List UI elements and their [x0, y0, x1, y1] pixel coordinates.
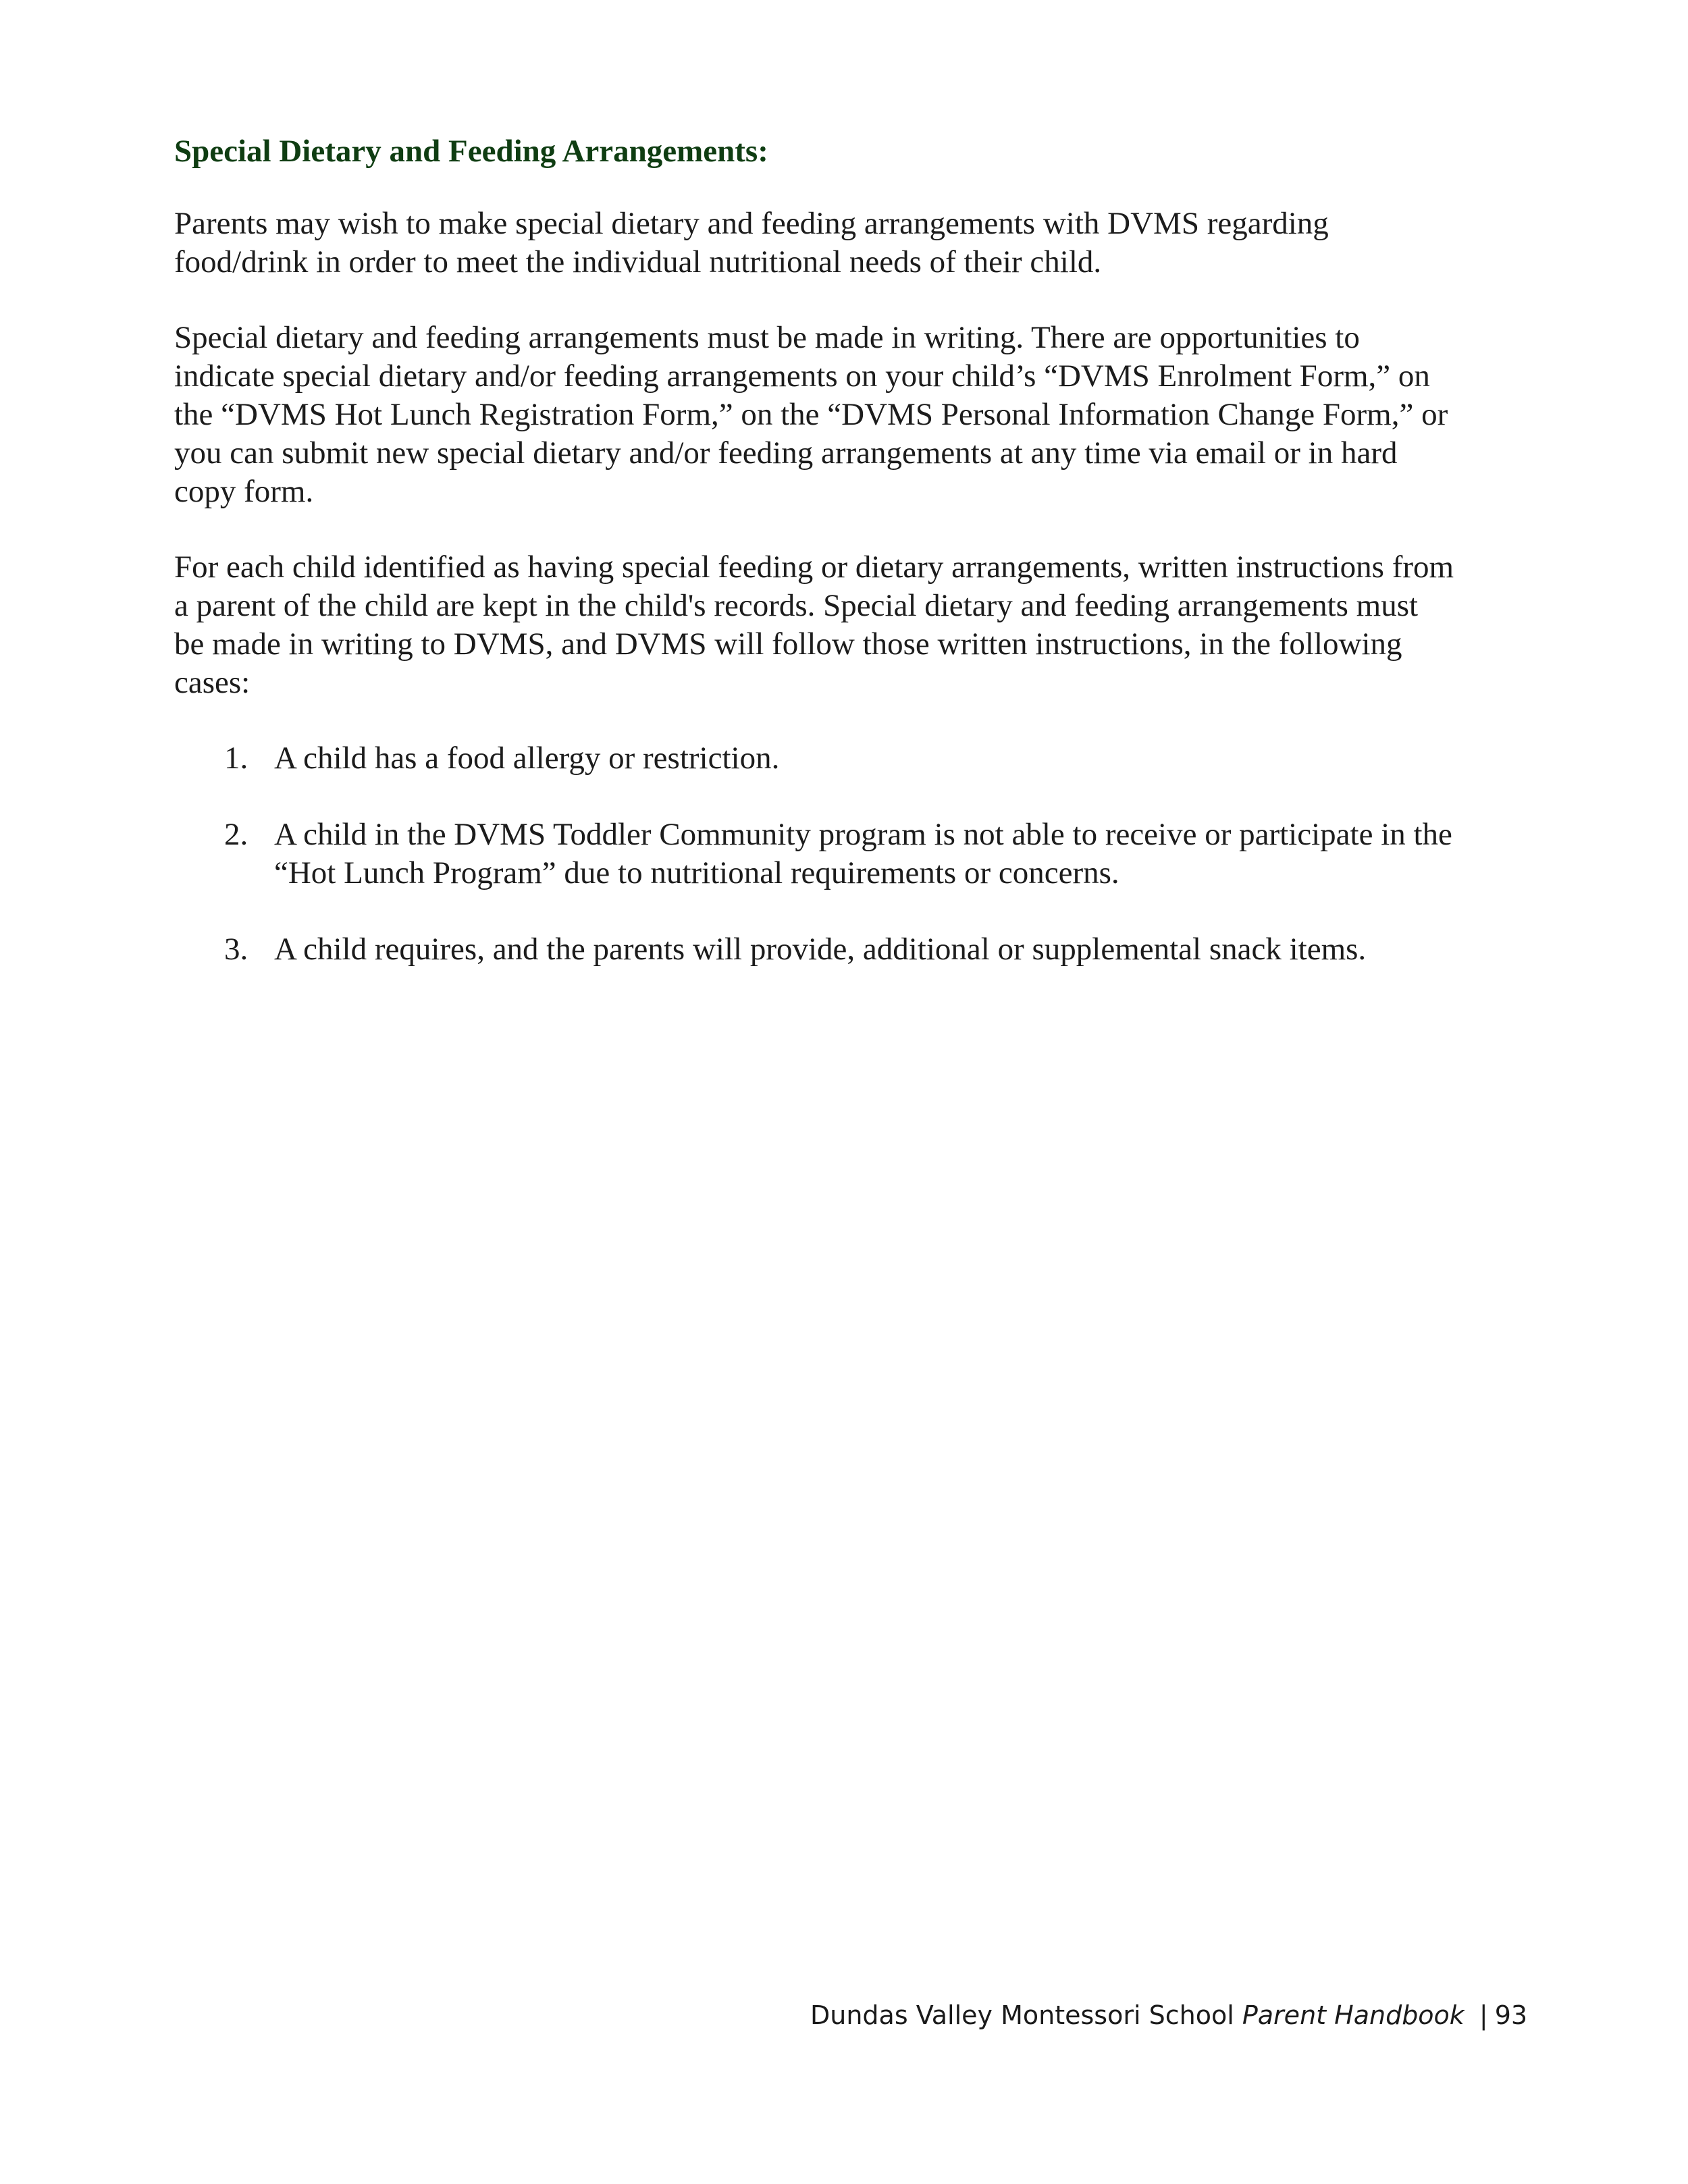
text-line: Special dietary and feeding arrangements must be made in writing. There are opportunities to: [174, 320, 1360, 355]
text-line: be made in writing to DVMS, and DVMS will follow those written instructions, in the following: [174, 627, 1402, 662]
text-line: For each child identified as having special feeding or dietary arrangements, written instructions from: [174, 550, 1454, 585]
footer-separator: |: [1479, 2000, 1488, 2030]
list-item: [174, 816, 1518, 893]
page-content: [174, 132, 1518, 1007]
text-line: the “DVMS Hot Lunch Registration Form,” on the “DVMS Personal Information Change Form,” or: [174, 397, 1448, 432]
text-line: A child requires, and the parents will provide, additional or supplemental snack items.: [274, 932, 1367, 967]
list-item: [174, 739, 1518, 778]
list-item: [174, 930, 1518, 969]
cases-list: [174, 739, 1518, 969]
text-line: “Hot Lunch Program” due to nutritional requirements or concerns.: [274, 855, 1119, 890]
page-footer: [810, 1998, 1528, 2032]
footer-school-name: Dundas Valley Montessori School: [810, 2000, 1234, 2030]
list-number: 2.: [224, 817, 248, 852]
text-line: A child has a food allergy or restriction.: [274, 741, 780, 776]
text-line: A child in the DVMS Toddler Community program is not able to receive or participate in the: [274, 817, 1452, 852]
text-line: you can submit new special dietary and/or feeding arrangements at any time via email or in hard: [174, 435, 1398, 471]
paragraph-writing-requirement: [174, 319, 1518, 511]
section-heading: Special Dietary and Feeding Arrangements:: [174, 134, 768, 169]
footer-handbook-title: Parent Handbook: [1242, 2000, 1465, 2030]
text-line: Parents may wish to make special dietary and feeding arrangements with DVMS regarding: [174, 206, 1329, 241]
text-line: food/drink in order to meet the individual nutritional needs of their child.: [174, 244, 1102, 279]
text-line: indicate special dietary and/or feeding arrangements on your child’s “DVMS Enrolment Form,” on: [174, 358, 1430, 394]
list-number: 1.: [224, 741, 248, 776]
text-line: cases:: [174, 665, 250, 700]
text-line: a parent of the child are kept in the child's records. Special dietary and feeding arrangements must: [174, 588, 1419, 623]
list-number: 3.: [224, 932, 248, 967]
paragraph-intro: [174, 205, 1518, 282]
text-line: copy form.: [174, 474, 314, 509]
page-number: 93: [1494, 2000, 1528, 2030]
paragraph-records: [174, 548, 1518, 702]
